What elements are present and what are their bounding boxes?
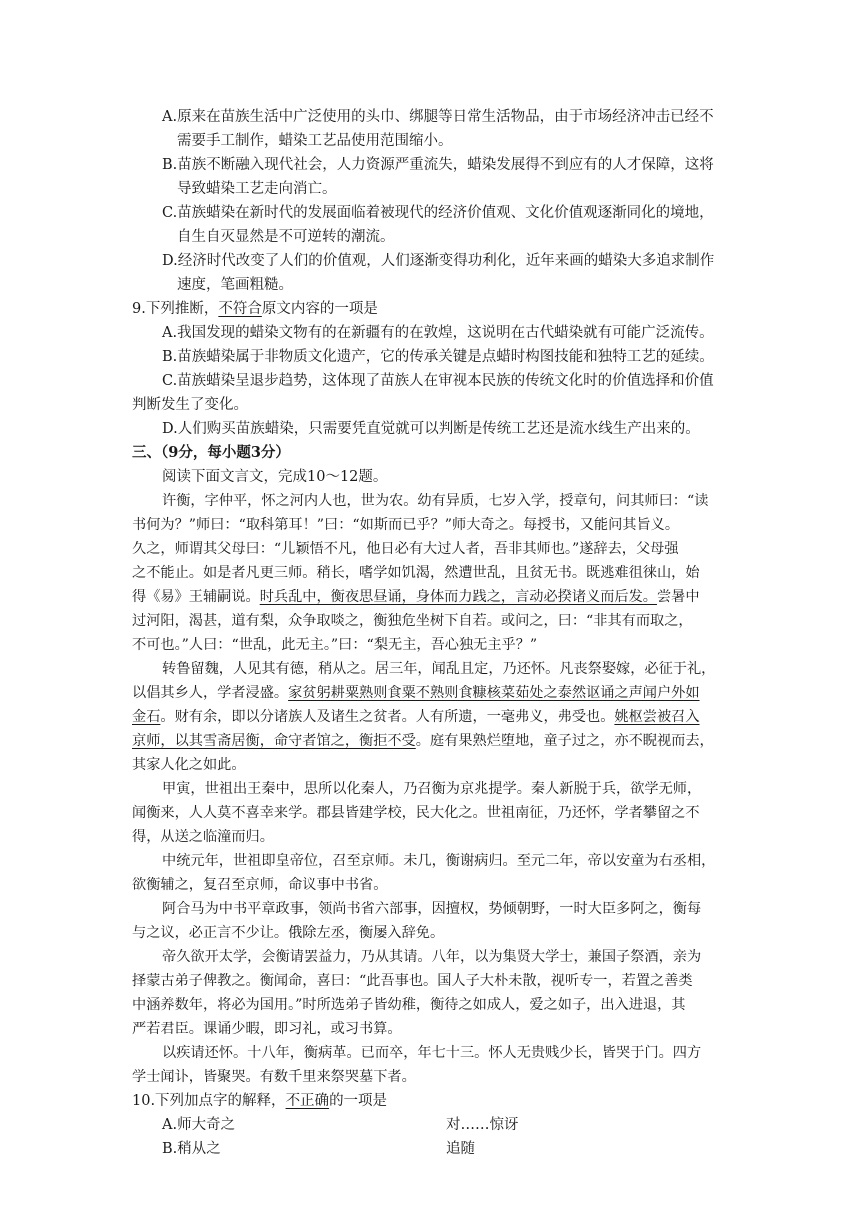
q10-stem — [132, 1090, 387, 1112]
passage-p1-l5-post: 尝暑中 — [656, 589, 700, 605]
section-heading: 三、（9分，每小题3分） — [132, 444, 290, 461]
passage-p6-line3: 中涵养数年，将必为国用。”时所选弟子皆幼稚，衡待之如成人，爱之如子，出入进退，其 — [132, 997, 686, 1013]
q8-option-a-line2: 需要手工制作，蜡染工艺品使用范围缩小。 — [177, 133, 453, 149]
passage-p1-line5 — [132, 586, 700, 608]
q9-option-c-line1: C.苗族蜡染呈退步趋势，这体现了苗族人在审视本民族的传统文化时的价值选择和价值 — [162, 373, 714, 389]
passage-p1-line1: 许衡，字仲平，怀之河内人也，世为农。幼有异质，七岁入学，授章句，问其师曰：“读 — [162, 493, 709, 509]
q8-option-c-line2: 自生自灭显然是不可逆转的潮流。 — [177, 229, 395, 245]
passage-p6-line4: 严若君臣。课诵少暇，即习礼，或习书算。 — [132, 1021, 402, 1037]
punctuation-sentence: 家贫躬耕粟熟则食粟不熟则食糠核菜茹处之泰然讴诵之声闻户外如 — [288, 685, 700, 701]
passage-p2-line5: 其家人化之如此。 — [132, 757, 246, 773]
q10-option-b-text: B.稍从之 — [162, 1141, 221, 1157]
passage-p2-l4-post: 。庭有果熟烂堕地，童子过之，亦不睨视而去， — [415, 733, 714, 749]
passage-p2-l2-pre: 以倡其乡人，学者浸盛。 — [132, 685, 289, 701]
q10-stem-post: 的一项是 — [329, 1093, 388, 1109]
q9-option-c-line2: 判断发生了变化。 — [132, 397, 248, 413]
q10-option-a-explanation: 对……惊讶 — [446, 1117, 519, 1133]
q9-option-b: B.苗族蜡染属于非物质文化遗产，它的传承关键是点蜡时构图技能和独特工艺的延续。 — [162, 349, 714, 365]
passage-p4-line2: 欲衡辅之，复召至京师，命议事中书省。 — [132, 877, 388, 893]
passage-p1-line4: 之不能止。如是者凡更三师。稍长，嗜学如饥渴，然遭世乱，且贫无书。既逃难徂徕山，始 — [132, 565, 700, 581]
q10-stem-emph: 不正确 — [285, 1093, 330, 1109]
passage-p1-line2: 书何为？”师曰：“取科第耳！”曰：“如斯而已乎？”师大奇之。每授书，又能问其旨义。 — [132, 517, 680, 533]
passage-p2-line2 — [132, 682, 700, 704]
q8-option-d-line1: D.经济时代改变了人们的价值观，人们逐渐变得功利化，近年来画的蜡染大多追求制作 — [162, 253, 715, 269]
passage-p6-line1: 帝久欲开太学，会衡请罢益力，乃从其请。八年，以为集贤大学士，兼国子祭酒，亲为 — [162, 949, 702, 965]
passage-p1-line6: 过河阳，渴甚，道有梨，众争取啖之，衡独危坐树下自若。或问之，曰：“非其有而取之， — [132, 613, 693, 629]
section-intro: 阅读下面文言文，完成10～12题。 — [162, 469, 388, 485]
translation-sentence-1: 时兵乱中，衡夜思昼诵，身体而力践之，言动必揆诸义而后发。 — [259, 589, 657, 605]
passage-p2-l3-mid: 。财有余，即以分诸族人及诸生之贫者。人有所遗，一毫弗义，弗受也。 — [160, 709, 615, 725]
q8-option-c-line1: C.苗族蜡染在新时代的发展面临着被现代的经济价值观、文化价值观逐渐同化的境地， — [162, 205, 714, 221]
q8-option-d-line2: 速度，笔画粗糙。 — [177, 277, 293, 293]
passage-p1-l5-pre: 得《易》王辅嗣说。 — [132, 589, 260, 605]
passage-p4-line1: 中统元年，世祖即皇帝位，召至京师。未几，衡谢病归。至元二年，帝以安童为右丞相， — [162, 853, 716, 869]
translation-sentence-2-end: 京师，以其雪斋居衡，命守者馆之，衡拒不受 — [132, 733, 416, 749]
passage-p7-line2: 学士闻讣，皆聚哭。有数千里来祭哭墓下者。 — [132, 1069, 416, 1085]
passage-p3-line2: 闻衡来，人人莫不喜幸来学。郡县皆建学校，民大化之。世祖南征，乃还怀，学者攀留之不 — [132, 805, 700, 821]
q8-option-a-line1: A.原来在苗族生活中广泛使用的头巾、绑腿等日常生活物品，由于市场经济冲击已经不 — [162, 109, 714, 125]
passage-p3-line3: 得，从送之临潼而归。 — [132, 829, 274, 845]
q9-stem-post: 原文内容的一项是 — [261, 301, 378, 317]
q9-stem-pre: 9.下列推断， — [132, 301, 219, 317]
passage-p1-line3: 久之，师谓其父母曰：“儿颖悟不凡，他日必有大过人者，吾非其师也。”遂辞去，父母强 — [132, 541, 679, 557]
q10-option-b-explanation: 追随 — [446, 1141, 475, 1157]
passage-p3-line1: 甲寅，世祖出王秦中，思所以化秦人，乃召衡为京兆提学。秦人新脱于兵，欲学无师， — [162, 781, 702, 797]
passage-p6-line2: 择蒙古弟子俾教之。衡闻命，喜曰：“此吾事也。国人子大朴未散，视听专一，若置之善类 — [132, 973, 693, 989]
passage-p5-line2: 与之议，必正言不少让。俄除左丞，衡屡入辞免。 — [132, 925, 445, 941]
passage-p2-line4 — [132, 730, 714, 752]
translation-sentence-2-start: 姚枢尝被召入 — [614, 709, 700, 725]
passage-p1-line7: 不可也。”人曰：“世乱，此无主。”曰：“梨无主，吾心独无主乎？” — [132, 637, 538, 653]
passage-p2-line3 — [132, 706, 700, 728]
q10-stem-pre: 10.下列加点字的解释， — [132, 1093, 286, 1109]
q9-stem — [132, 298, 378, 320]
passage-p5-line1: 阿合马为中书平章政事，领尚书省六部事，因擅权，势倾朝野，一时大臣多阿之，衡每 — [162, 901, 702, 917]
q8-option-b-line2: 导致蜡染工艺走向消亡。 — [177, 181, 337, 197]
passage-p7-line1: 以疾请还怀。十八年，衡病革。已而卒，年七十三。怀人无贵贱少长，皆哭于门。四方 — [162, 1045, 702, 1061]
punctuation-sentence-end: 金石 — [132, 709, 161, 725]
q9-stem-emph: 不符合 — [218, 301, 262, 317]
q9-option-d: D.人们购买苗族蜡染，只需要凭直觉就可以判断是传统工艺还是流水线生产出来的。 — [162, 421, 700, 437]
q10-option-a-text: A.师大奇之 — [162, 1117, 236, 1133]
q8-option-b-line1: B.苗族不断融入现代社会，人力资源严重流失，蜡染发展得不到应有的人才保障，这将 — [162, 157, 714, 173]
q9-option-a: A.我国发现的蜡染文物有的在新疆有的在敦煌，这说明在古代蜡染就有可能广泛流传。 — [162, 325, 714, 341]
passage-p2-line1: 转鲁留魏，人见其有德，稍从之。居三年，闻乱且定，乃还怀。凡丧祭娶嫁，必征于礼， — [162, 661, 716, 677]
